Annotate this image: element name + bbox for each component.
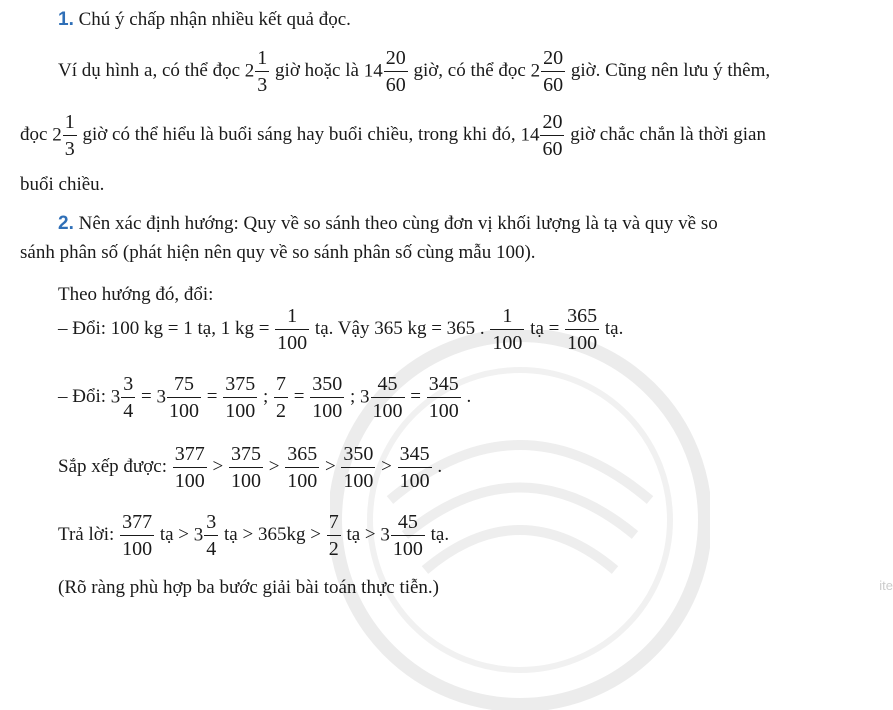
point-2-text: Nên xác định hướng: Quy về so sánh theo cùng đơn vị khối lượng là tạ và quy về so — [73, 213, 718, 234]
whole-part: 3 — [360, 386, 370, 408]
numerator: 365 — [287, 443, 318, 466]
text-segment: giờ có thể hiểu là buổi sáng hay buổi chiều, trong khi đó, — [82, 124, 521, 145]
period: . — [437, 456, 443, 477]
fraction — [384, 45, 408, 98]
fraction — [541, 45, 565, 98]
numerator: 75 — [174, 373, 194, 396]
fraction — [540, 109, 564, 162]
denominator: 100 — [173, 467, 207, 494]
text-segment: – Đổi: 100 kg = 1 tạ, 1 kg = — [58, 318, 275, 339]
text-segment: Ví dụ hình a, có thể đọc — [58, 60, 245, 81]
whole-part: 14 — [520, 124, 540, 146]
fraction — [173, 441, 207, 494]
text-segment: tạ > — [159, 524, 194, 545]
denominator: 100 — [371, 397, 405, 424]
text-segment: Sắp xếp được: — [58, 456, 172, 477]
denominator: 100 — [490, 329, 524, 356]
text-segment: tạ. — [430, 524, 450, 545]
denominator: 100 — [341, 467, 375, 494]
mixed-fraction — [364, 44, 409, 99]
equals-sign: = — [206, 386, 223, 407]
mixed-fraction — [360, 370, 406, 425]
whole-part: 3 — [380, 524, 390, 546]
mixed-fraction — [194, 508, 220, 563]
mixed-fraction — [52, 108, 78, 163]
point-2-line — [58, 213, 718, 235]
numerator: 1 — [257, 47, 268, 70]
text-segment: tạ > — [346, 524, 381, 545]
numerator: 375 — [225, 373, 256, 396]
example-line-3: buổi chiều. — [20, 174, 105, 195]
numerator: 377 — [174, 443, 205, 466]
text-segment: giờ, có thể đọc — [413, 60, 531, 81]
direction-line: Theo hướng đó, đổi: — [58, 284, 214, 305]
example-line-2 — [20, 108, 766, 163]
text-segment: giờ hoặc là — [275, 60, 364, 81]
numerator: 345 — [428, 373, 459, 396]
text-segment: Trả lời: — [58, 524, 120, 545]
denominator: 100 — [398, 467, 432, 494]
text-segment: tạ > 365kg > — [224, 524, 326, 545]
denominator: 60 — [541, 71, 565, 98]
greater-than: > — [324, 456, 341, 477]
text-segment: tạ. — [604, 318, 624, 339]
denominator: 60 — [540, 135, 564, 162]
text-segment: tạ. Vậy 365 kg = 365 . — [314, 318, 490, 339]
denominator: 4 — [204, 535, 218, 562]
text-segment: giờ. Cũng nên lưu ý thêm, — [570, 60, 771, 81]
text-segment: – Đổi: — [58, 386, 111, 407]
mixed-fraction — [531, 44, 567, 99]
separator: ; — [349, 386, 360, 407]
fraction — [490, 303, 524, 356]
numerator: 365 — [567, 305, 598, 328]
fraction — [120, 509, 154, 562]
numerator: 350 — [343, 443, 374, 466]
numerator: 345 — [399, 443, 430, 466]
period: . — [466, 386, 472, 407]
fraction — [398, 441, 432, 494]
fraction — [341, 441, 375, 494]
numerator: 20 — [542, 111, 563, 134]
sorting-line — [58, 440, 442, 494]
denominator: 100 — [229, 467, 263, 494]
fraction — [327, 509, 341, 562]
mixed-fraction — [380, 508, 426, 563]
denominator: 60 — [384, 71, 408, 98]
mixed-fraction — [157, 370, 203, 425]
denominator: 100 — [275, 329, 309, 356]
conversion-line-2 — [58, 370, 471, 425]
numerator: 3 — [206, 511, 217, 534]
mixed-fraction — [111, 370, 137, 425]
example-line-1 — [58, 44, 770, 99]
denominator: 3 — [255, 71, 269, 98]
numerator: 45 — [397, 511, 418, 534]
numerator: 375 — [230, 443, 261, 466]
fraction — [229, 441, 263, 494]
mixed-fraction — [520, 108, 565, 163]
point-1-line — [58, 9, 351, 31]
whole-part: 2 — [244, 60, 255, 82]
point-1-number: 1. — [58, 9, 74, 30]
answer-line — [58, 508, 449, 563]
conversion-line-1 — [58, 302, 623, 356]
denominator: 2 — [327, 535, 341, 562]
numerator: 3 — [123, 373, 134, 396]
denominator: 100 — [223, 397, 257, 424]
numerator: 20 — [543, 47, 564, 70]
numerator: 350 — [312, 373, 343, 396]
closing-note: (Rõ ràng phù hợp ba bước giải bài toán thực tiễn.) — [58, 577, 440, 598]
separator: ; — [262, 386, 273, 407]
point-2-number: 2. — [58, 213, 74, 234]
whole-part: 3 — [110, 386, 121, 408]
fraction — [275, 303, 309, 356]
numerator: 377 — [122, 511, 153, 534]
numerator: 20 — [385, 47, 406, 70]
fraction — [427, 371, 461, 424]
point-2-line-2: sánh phân số (phát hiện nên quy về so sánh phân số cùng mẫu 100). — [20, 242, 536, 263]
whole-part: 2 — [530, 60, 541, 82]
numerator: 1 — [502, 305, 513, 328]
fraction — [565, 303, 599, 356]
text-segment: giờ chắc chắn là thời gian — [570, 124, 766, 145]
fraction — [310, 371, 344, 424]
fraction — [255, 45, 269, 98]
text-segment: tạ = — [530, 318, 565, 339]
text-segment: đọc — [20, 124, 53, 145]
denominator: 4 — [121, 397, 135, 424]
whole-part: 14 — [363, 60, 383, 82]
fraction — [204, 509, 218, 562]
equals-sign: = — [410, 386, 426, 407]
denominator: 100 — [565, 329, 599, 356]
numerator: 1 — [64, 111, 75, 134]
denominator: 3 — [63, 135, 77, 162]
numerator: 7 — [328, 511, 339, 534]
greater-than: > — [268, 456, 285, 477]
whole-part: 2 — [52, 124, 62, 146]
fraction — [121, 371, 135, 424]
equals-sign: = — [141, 386, 157, 407]
denominator: 100 — [310, 397, 344, 424]
fraction — [371, 371, 405, 424]
fraction — [63, 109, 77, 162]
whole-part: 3 — [193, 524, 204, 546]
fraction — [285, 441, 319, 494]
mixed-fraction — [245, 44, 271, 99]
denominator: 100 — [427, 397, 461, 424]
whole-part: 3 — [156, 386, 166, 408]
denominator: 100 — [285, 467, 319, 494]
numerator: 45 — [377, 373, 398, 396]
fraction — [223, 371, 257, 424]
corner-watermark-text: ite — [879, 578, 893, 593]
greater-than: > — [212, 456, 228, 477]
fraction — [167, 371, 201, 424]
denominator: 2 — [274, 397, 288, 424]
denominator: 100 — [120, 535, 154, 562]
fraction — [274, 371, 288, 424]
fraction — [391, 509, 425, 562]
denominator: 100 — [391, 535, 425, 562]
point-1-text: Chú ý chấp nhận nhiều kết quả đọc. — [73, 9, 351, 30]
numerator: 7 — [276, 373, 286, 396]
denominator: 100 — [167, 397, 201, 424]
equals-sign: = — [293, 386, 310, 407]
greater-than: > — [381, 456, 397, 477]
numerator: 1 — [287, 305, 298, 328]
